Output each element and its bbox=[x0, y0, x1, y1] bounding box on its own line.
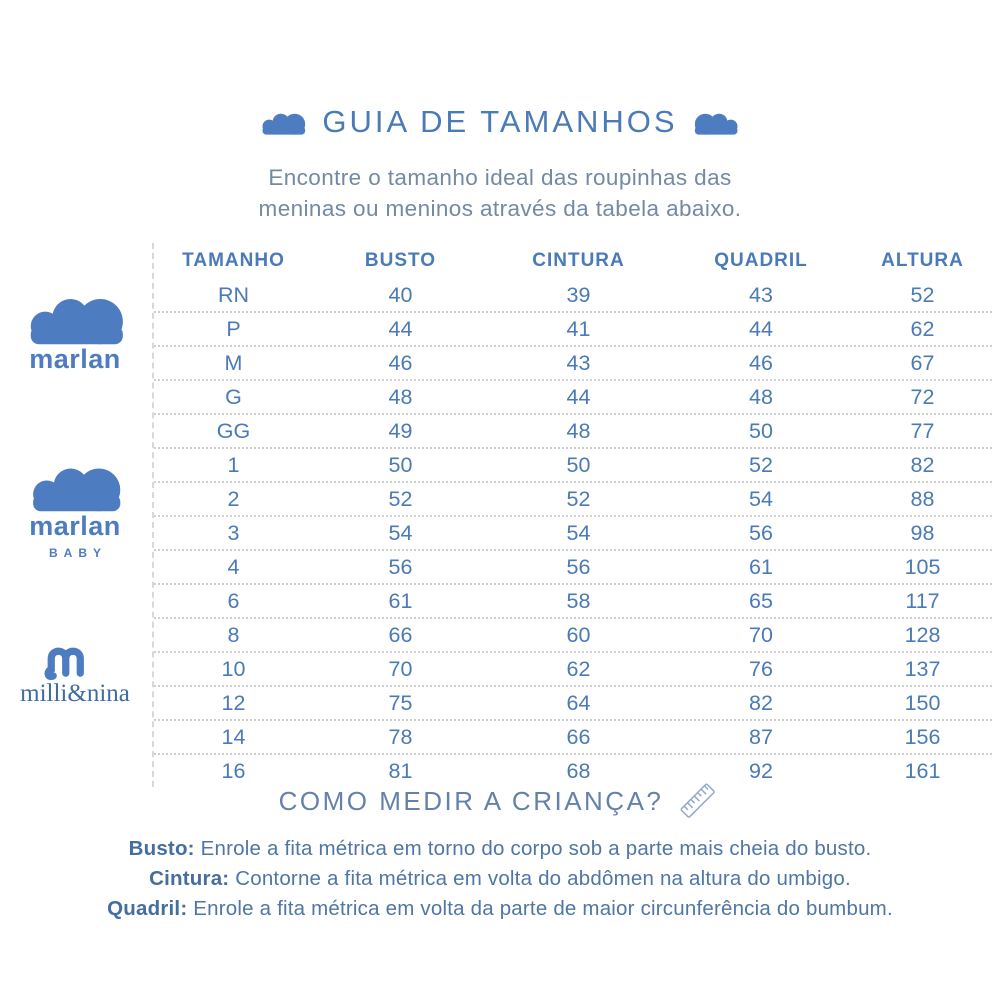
measurement-cell: 61 bbox=[388, 588, 413, 613]
size-cell: GG bbox=[216, 418, 251, 443]
measurement-cell: 62 bbox=[910, 316, 935, 341]
table-row bbox=[154, 379, 992, 413]
measurement-cell: 68 bbox=[566, 758, 591, 783]
measurement-cell: 54 bbox=[566, 520, 591, 545]
measurement-cell: 150 bbox=[904, 690, 941, 715]
measurement-cell: 50 bbox=[749, 418, 773, 443]
size-cell: 16 bbox=[221, 758, 246, 783]
measurement-cell: 82 bbox=[749, 690, 773, 715]
size-cell: 12 bbox=[221, 690, 246, 715]
brand-sublabel-baby: BABY bbox=[48, 546, 107, 560]
page-title: GUIA DE TAMANHOS bbox=[322, 104, 678, 139]
measurement-cell: 70 bbox=[388, 656, 413, 681]
instruction-busto-text: Enrole a fita métrica em torno do corpo sob a parte mais cheia do busto. bbox=[194, 837, 872, 860]
brand-label-milli-nina: milli&nina bbox=[20, 680, 130, 707]
page-subtitle bbox=[0, 162, 1000, 224]
measurement-cell: 48 bbox=[388, 384, 413, 409]
measurement-cell: 70 bbox=[749, 622, 773, 647]
measurement-cell: 77 bbox=[910, 418, 935, 443]
measurement-cell: 64 bbox=[566, 690, 591, 715]
subtitle-line-2: meninas ou meninos através da tabela abaixo. bbox=[258, 196, 742, 221]
measurement-cell: 52 bbox=[566, 486, 591, 511]
size-cell: 6 bbox=[227, 588, 240, 613]
brand-logo-milli-nina bbox=[0, 638, 150, 708]
size-cell: P bbox=[226, 316, 241, 341]
measurement-cell: 49 bbox=[388, 418, 413, 443]
measurement-cell: 56 bbox=[388, 554, 413, 579]
instruction-quadril-text: Enrole a fita métrica em volta da parte de maior circunferência do bumbum. bbox=[187, 897, 893, 920]
measurement-cell: 60 bbox=[566, 622, 591, 647]
measurement-cell: 65 bbox=[749, 588, 773, 613]
measurement-cell: 50 bbox=[388, 452, 413, 477]
size-cell: 2 bbox=[227, 486, 240, 511]
size-cell: 3 bbox=[227, 520, 240, 545]
table-row bbox=[154, 413, 992, 447]
measurement-cell: 82 bbox=[910, 452, 935, 477]
size-table-header-row bbox=[154, 243, 992, 279]
column-header-cintura: CINTURA bbox=[532, 250, 625, 271]
size-cell: 10 bbox=[221, 656, 246, 681]
how-to-measure-title: COMO MEDIR A CRIANÇA? bbox=[278, 785, 664, 816]
measurement-cell: 43 bbox=[749, 282, 773, 307]
measurement-cell: 58 bbox=[566, 588, 591, 613]
measurement-cell: 50 bbox=[566, 452, 591, 477]
size-table-body bbox=[154, 279, 992, 787]
instruction-quadril bbox=[0, 894, 1000, 924]
instruction-busto-label: Busto: bbox=[128, 837, 195, 860]
measurement-cell: 56 bbox=[566, 554, 591, 579]
brand-logo-marlan-baby bbox=[0, 460, 150, 560]
size-cell: M bbox=[224, 350, 243, 375]
table-row bbox=[154, 345, 992, 379]
brand-label-marlan: marlan bbox=[29, 344, 121, 374]
measurement-cell: 161 bbox=[904, 758, 941, 783]
instruction-quadril-label: Quadril: bbox=[107, 897, 188, 920]
measurement-cell: 78 bbox=[388, 724, 413, 749]
milli-nina-m-mark-icon bbox=[42, 638, 108, 682]
measurement-cell: 39 bbox=[566, 282, 591, 307]
measurement-cell: 46 bbox=[388, 350, 413, 375]
table-row bbox=[154, 651, 992, 685]
measurement-cell: 81 bbox=[388, 758, 413, 783]
instruction-cintura-text: Contorne a fita métrica em volta do abdômen na altura do umbigo. bbox=[229, 867, 851, 890]
measurement-cell: 48 bbox=[749, 384, 773, 409]
how-to-measure-header bbox=[0, 778, 1000, 824]
measurement-cell: 88 bbox=[910, 486, 935, 511]
measurement-cell: 48 bbox=[566, 418, 591, 443]
size-cell: RN bbox=[217, 282, 250, 307]
measurement-cell: 156 bbox=[904, 724, 941, 749]
measurement-cell: 44 bbox=[388, 316, 413, 341]
measurement-cell: 44 bbox=[566, 384, 591, 409]
measurement-cell: 46 bbox=[749, 350, 773, 375]
cloud-icon bbox=[28, 460, 122, 513]
measurement-cell: 54 bbox=[749, 486, 773, 511]
measurement-cell: 56 bbox=[749, 520, 773, 545]
measurement-cell: 66 bbox=[388, 622, 413, 647]
subtitle-line-1: Encontre o tamanho ideal das roupinhas das bbox=[268, 165, 732, 190]
measurement-cell: 52 bbox=[388, 486, 413, 511]
measurement-cell: 67 bbox=[910, 350, 935, 375]
table-row bbox=[154, 279, 992, 311]
measurement-cell: 105 bbox=[904, 554, 941, 579]
column-header-altura: ALTURA bbox=[881, 250, 964, 271]
table-row bbox=[154, 685, 992, 719]
table-row bbox=[154, 481, 992, 515]
measurement-cell: 43 bbox=[566, 350, 591, 375]
measurement-cell: 52 bbox=[749, 452, 773, 477]
measurement-cell: 52 bbox=[910, 282, 935, 307]
measurement-cell: 137 bbox=[904, 656, 941, 681]
cloud-icon bbox=[25, 290, 125, 346]
measurement-cell: 41 bbox=[566, 316, 591, 341]
measurement-cell: 72 bbox=[910, 384, 935, 409]
measurement-cell: 61 bbox=[749, 554, 773, 579]
page-header bbox=[0, 104, 1000, 140]
cloud-icon bbox=[260, 109, 306, 136]
measurement-cell: 40 bbox=[388, 282, 413, 307]
column-header-busto: BUSTO bbox=[364, 250, 437, 271]
measurement-cell: 76 bbox=[749, 656, 773, 681]
measurement-cell: 66 bbox=[566, 724, 591, 749]
measurement-cell: 75 bbox=[388, 690, 413, 715]
cloud-icon bbox=[694, 109, 740, 136]
table-row bbox=[154, 617, 992, 651]
measurement-cell: 44 bbox=[749, 316, 773, 341]
table-row bbox=[154, 719, 992, 753]
size-table bbox=[152, 243, 992, 787]
table-row bbox=[154, 583, 992, 617]
instruction-cintura bbox=[0, 864, 1000, 894]
measurement-cell: 62 bbox=[566, 656, 591, 681]
table-row bbox=[154, 311, 992, 345]
table-row bbox=[154, 549, 992, 583]
measurement-cell: 117 bbox=[905, 588, 940, 613]
instruction-busto bbox=[0, 834, 1000, 864]
measurement-instructions bbox=[0, 834, 1000, 924]
size-cell: 14 bbox=[221, 724, 246, 749]
table-row bbox=[154, 447, 992, 481]
measurement-cell: 87 bbox=[749, 724, 773, 749]
size-cell: 4 bbox=[227, 554, 240, 579]
brand-logo-marlan bbox=[0, 290, 150, 375]
ruler-icon bbox=[675, 778, 721, 824]
size-cell: 1 bbox=[227, 452, 240, 477]
instruction-cintura-label: Cintura: bbox=[149, 867, 230, 890]
size-cell: 8 bbox=[227, 622, 240, 647]
size-cell: G bbox=[225, 384, 242, 409]
measurement-cell: 128 bbox=[904, 622, 941, 647]
measurement-cell: 92 bbox=[749, 758, 773, 783]
table-row bbox=[154, 515, 992, 549]
brand-label-marlan-baby: marlan bbox=[29, 511, 121, 541]
column-header-quadril: QUADRIL bbox=[714, 250, 808, 271]
column-header-tamanho: TAMANHO bbox=[182, 250, 285, 271]
measurement-cell: 98 bbox=[910, 520, 935, 545]
measurement-cell: 54 bbox=[388, 520, 413, 545]
